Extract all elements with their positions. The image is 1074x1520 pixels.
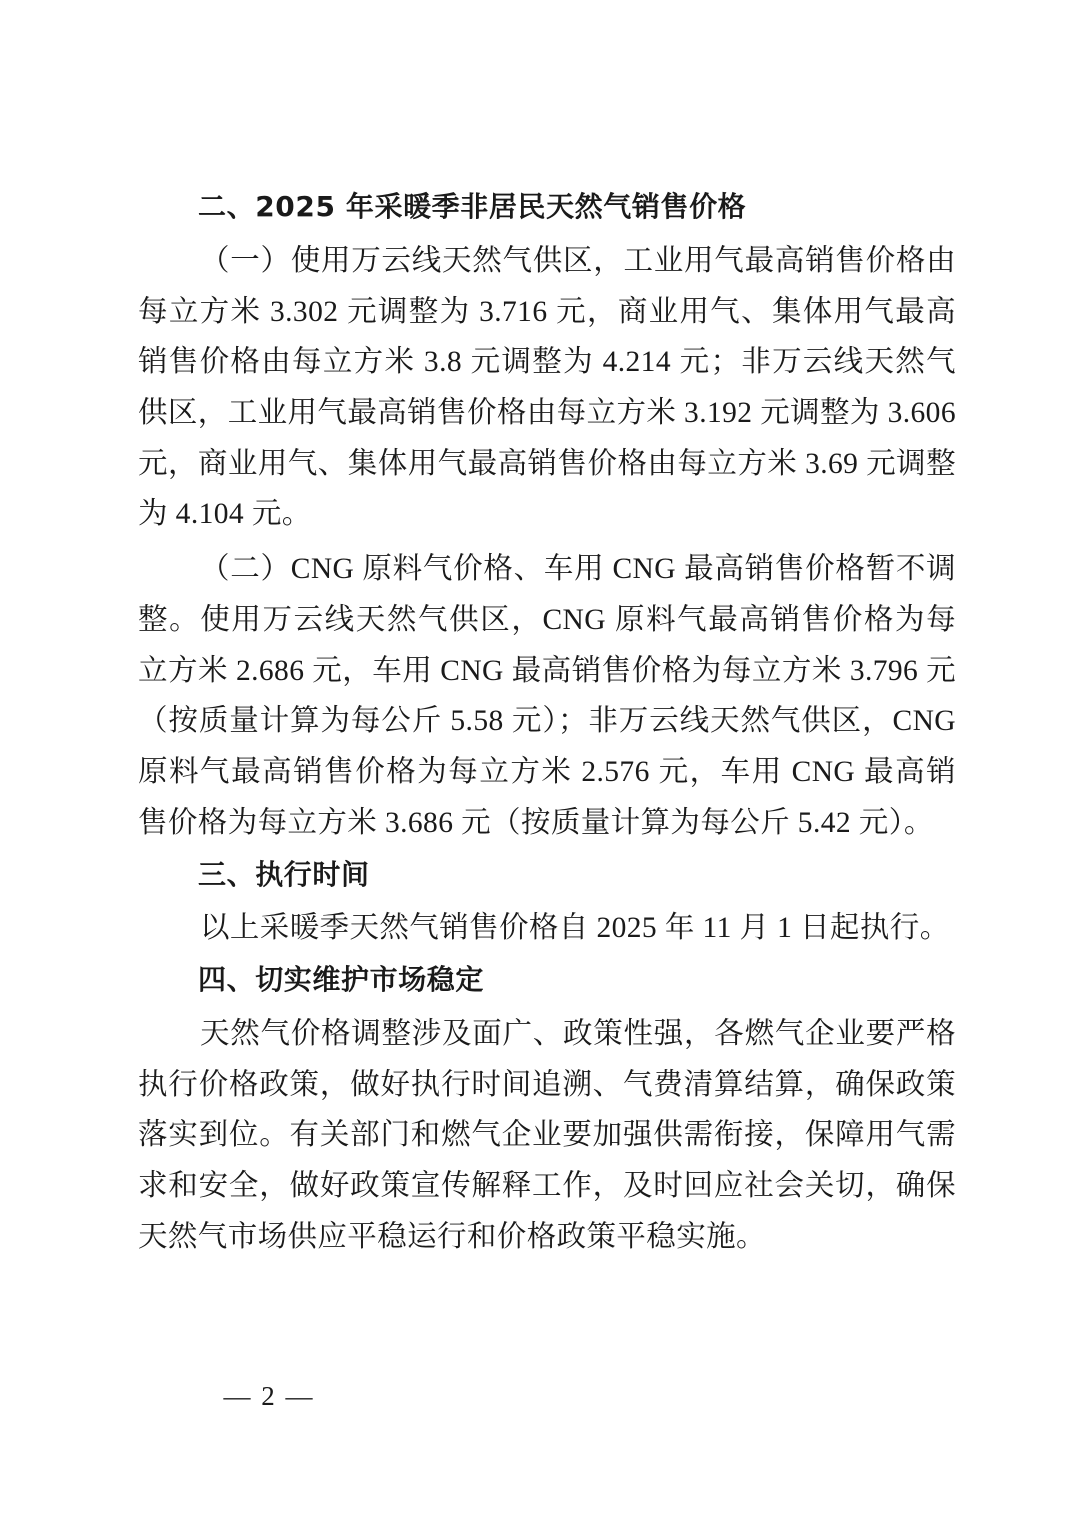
paragraph-2-2: （二）CNG 原料气价格、车用 CNG 最高销售价格暂不调整。使用万云线天然气供区，CNG 原料气最高销售价格为每立方米 2.686 元，车用 CNG 最高销售价格为每立方米 3.796 元（按质量计算为每公斤 5.58 元）；非万云线天然气供区，CNG 原料气最高销售价格为每立方米 2.576 元，车用 CNG 最高销售价格为每立方米 3.686 元（按质量计算为每公斤 5.42 元）。 <box>138 553 956 839</box>
document-body <box>138 185 956 1263</box>
section-heading-three: 三、执行时间 <box>198 857 370 891</box>
paragraph-2-1: （一）使用万云线天然气供区，工业用气最高销售价格由每立方米 3.302 元调整为 3.716 元，商业用气、集体用气最高销售价格由每立方米 3.8 元调整为 4.214 元；非万云线天然气供区，工业用气最高销售价格由每立方米 3.192 元调整为 3.606 元，商业用气、集体用气最高销售价格由每立方米 3.69 元调整为 4.104 元。 <box>138 244 956 531</box>
paragraph-3-1: 以上采暖季天然气销售价格自 2025 年 11 月 1 日起执行。 <box>200 912 950 945</box>
section-heading-four: 四、切实维护市场稳定 <box>198 963 485 997</box>
paragraph-4-1: 天然气价格调整涉及面广、政策性强，各燃气企业要严格执行价格政策，做好执行时间追溯、气费清算结算，确保政策落实到位。有关部门和燃气企业要加强供需衔接，保障用气需求和安全，做好政策宣传解释工作，及时回应社会关切，确保天然气市场供应平稳运行和价格政策平稳实施。 <box>138 1017 956 1253</box>
section-heading-two: 二、2025 年采暖季非居民天然气销售价格 <box>198 190 747 223</box>
page-footer <box>0 1381 1074 1412</box>
page-number: — 2 — <box>223 1381 315 1411</box>
